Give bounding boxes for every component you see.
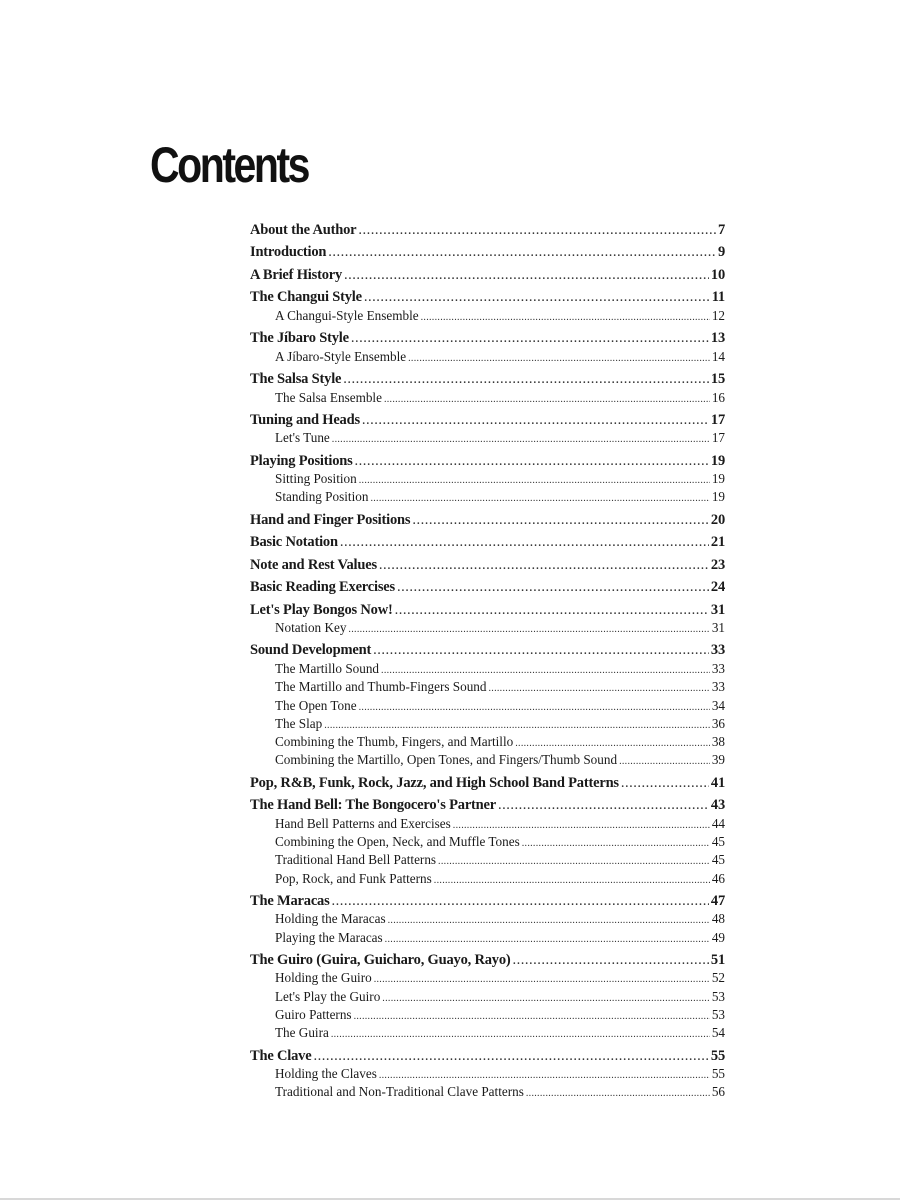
dot-leader [379,557,709,574]
toc-entry-title: Notation Key [275,620,347,636]
toc-entry-title: Note and Rest Values [250,556,377,573]
dot-leader [354,1011,710,1022]
dot-leader [619,756,710,767]
toc-subentry [250,1084,725,1102]
toc-entry [250,512,725,531]
toc-page-number: 17 [711,430,725,446]
toc-subentry [250,816,725,834]
toc-entry-title: The Guira [275,1025,329,1041]
toc-subentry [250,911,725,929]
toc-page-number: 43 [710,797,725,814]
dot-leader [324,720,710,731]
toc-entry-title: The Guiro (Guira, Guicharo, Guayo, Rayo) [250,951,511,968]
dot-leader [421,312,710,323]
toc-page-number: 9 [717,244,725,261]
toc-page-number: 55 [710,1047,725,1064]
toc-entry-title: Holding the Claves [275,1066,377,1082]
toc-subentry [250,471,725,489]
toc-entry-title: The Salsa Ensemble [275,389,382,405]
dot-leader [488,683,709,694]
toc-entry [250,412,725,431]
dot-leader [362,412,709,429]
toc-page-number: 48 [711,911,725,927]
toc-entry-title: The Clave [250,1047,312,1064]
toc-subentry [250,716,725,734]
dot-leader [385,934,710,945]
toc-page-number: 54 [711,1025,725,1041]
toc-subentry [250,852,725,870]
toc-entry-title: Traditional and Non-Traditional Clave Patterns [275,1084,524,1100]
toc-page-number: 44 [711,815,725,831]
dot-leader [359,702,710,713]
toc-entry [250,244,725,263]
toc-entry [250,289,725,308]
toc-entry-title: Let's Play Bongos Now! [250,601,393,618]
toc-entry [250,602,725,621]
toc-entry-title: The Hand Bell: The Bongocero's Partner [250,797,497,814]
toc-page-number: 49 [711,929,725,945]
toc-entry-title: Basic Notation [250,534,338,551]
toc-subentry [250,752,725,770]
toc-subentry [250,734,725,752]
toc-page-number: 19 [710,452,725,469]
toc-page-number: 51 [710,951,725,968]
dot-leader [522,838,710,849]
toc-entry-title: Pop, R&B, Funk, Rock, Jazz, and High School Band Patterns [250,774,619,791]
toc-entry-title: Let's Tune [275,430,330,446]
dot-leader [434,875,710,886]
dot-leader [513,952,709,969]
toc-subentry [250,430,725,448]
dot-leader [343,371,709,388]
toc-entry-title: The Open Tone [275,697,357,713]
toc-entry [250,1048,725,1067]
toc-page-number: 15 [710,371,725,388]
toc-subentry [250,679,725,697]
toc-page-number: 11 [711,289,725,306]
toc-subentry [250,970,725,988]
toc-entry-title: The Maracas [250,892,330,909]
toc-entry [250,557,725,576]
toc-page-number: 10 [710,266,725,283]
toc-page-number: 55 [711,1066,725,1082]
toc-entry-title: Holding the Maracas [275,911,386,927]
toc-page-number: 52 [711,970,725,986]
dot-leader [313,1048,708,1065]
toc-page-number: 31 [710,601,725,618]
toc-entry-title: Playing Positions [250,452,353,469]
toc-page-number: 23 [710,556,725,573]
table-of-contents [250,222,725,1103]
dot-leader [332,434,710,445]
toc-entry-title: About the Author [250,222,357,238]
toc-entry-title: The Changui Style [250,289,362,306]
toc-page-number: 45 [711,852,725,868]
toc-page-number: 46 [711,870,725,886]
dot-leader [397,579,709,596]
toc-page-number: 34 [711,697,725,713]
toc-entry-title: Hand Bell Patterns and Exercises [275,815,451,831]
toc-entry-title: The Salsa Style [250,371,342,388]
toc-entry-title: Pop, Rock, and Funk Patterns [275,870,432,886]
toc-entry-title: Sitting Position [275,471,357,487]
toc-entry-title: Holding the Guiro [275,970,372,986]
toc-page-number: 41 [710,774,725,791]
dot-leader [328,244,716,261]
dot-leader [408,353,710,364]
dot-leader [374,974,710,985]
dot-leader [355,453,709,470]
toc-page-number: 38 [711,734,725,750]
toc-entry [250,642,725,661]
toc-entry-title: Sound Development [250,642,372,659]
dot-leader [344,267,709,284]
toc-subentry [250,349,725,367]
toc-entry-title: The Martillo and Thumb-Fingers Sound [275,679,487,695]
toc-subentry [250,871,725,889]
dot-leader [438,856,710,867]
dot-leader [340,534,709,551]
dot-leader [351,330,709,347]
toc-entry-title: Playing the Maracas [275,929,383,945]
dot-leader [373,642,709,659]
toc-entry [250,775,725,794]
toc-page-number: 13 [710,330,725,347]
toc-page-number: 31 [711,620,725,636]
toc-subentry [250,1007,725,1025]
toc-entry [250,952,725,971]
dot-leader [382,993,710,1004]
toc-entry-title: Let's Play the Guiro [275,988,381,1004]
toc-subentry [250,620,725,638]
toc-page-number: 33 [711,660,725,676]
toc-page-number: 19 [711,489,725,505]
toc-subentry [250,308,725,326]
toc-entry [250,453,725,472]
toc-entry-title: A Jíbaro-Style Ensemble [275,348,407,364]
toc-entry-title: Combining the Open, Neck, and Muffle Tones [275,834,520,850]
dot-leader [331,1029,710,1040]
toc-subentry [250,930,725,948]
toc-entry-title: Introduction [250,244,327,261]
dot-leader [332,893,709,910]
toc-entry [250,534,725,553]
toc-page-number: 14 [711,348,725,364]
toc-entry-title: Basic Reading Exercises [250,579,395,596]
toc-page-number: 12 [711,308,725,324]
toc-entry [250,797,725,816]
toc-entry [250,330,725,349]
dot-leader [370,493,709,504]
toc-entry-title: The Slap [275,715,323,731]
toc-page-number: 33 [710,642,725,659]
toc-entry [250,267,725,286]
dot-leader [526,1088,710,1099]
toc-entry [250,371,725,390]
toc-entry-title: A Changui-Style Ensemble [275,308,419,324]
toc-page-number: 7 [717,222,725,238]
toc-page-number: 17 [710,411,725,428]
dot-leader [621,775,709,792]
toc-page-number: 20 [710,511,725,528]
toc-entry-title: Traditional Hand Bell Patterns [275,852,437,868]
page-title: Contents [150,137,308,193]
toc-entry-title: Combining the Thumb, Fingers, and Martillo [275,734,514,750]
dot-leader [381,665,710,676]
toc-entry-title: Standing Position [275,489,369,505]
dot-leader [384,394,710,405]
toc-subentry [250,489,725,507]
dot-leader [515,738,710,749]
toc-entry-title: Tuning and Heads [250,411,360,428]
toc-entry-title: A Brief History [250,266,343,283]
toc-entry-title: The Jíbaro Style [250,330,349,347]
toc-subentry [250,698,725,716]
toc-subentry [250,834,725,852]
toc-entry-title: Guiro Patterns [275,1007,352,1023]
dot-leader [453,820,710,831]
dot-leader [348,624,709,635]
toc-page-number: 24 [710,579,725,596]
dot-leader [359,475,710,486]
toc-page-number: 16 [711,389,725,405]
toc-entry-title: Hand and Finger Positions [250,511,411,528]
toc-page-number: 21 [710,534,725,551]
dot-leader [498,797,709,814]
toc-page-number: 19 [711,471,725,487]
toc-entry-title: The Martillo Sound [275,660,380,676]
toc-page-number: 36 [711,715,725,731]
toc-page-number: 56 [711,1084,725,1100]
dot-leader [364,289,710,306]
toc-subentry [250,1025,725,1043]
toc-page-number: 53 [711,1007,725,1023]
toc-subentry [250,1066,725,1084]
dot-leader [395,602,709,619]
toc-page-number: 45 [711,834,725,850]
toc-entry [250,893,725,912]
toc-page-number: 39 [711,752,725,768]
toc-subentry [250,661,725,679]
toc-entry [250,222,725,241]
toc-entry [250,579,725,598]
dot-leader [379,1070,710,1081]
toc-subentry [250,989,725,1007]
dot-leader [388,915,710,926]
dot-leader [358,222,716,239]
dot-leader [412,512,709,529]
toc-entry-title: Combining the Martillo, Open Tones, and Fingers/Thumb Sound [275,752,618,768]
toc-page-number: 47 [710,892,725,909]
toc-page-number: 33 [711,679,725,695]
toc-page-number: 53 [711,988,725,1004]
toc-subentry [250,390,725,408]
